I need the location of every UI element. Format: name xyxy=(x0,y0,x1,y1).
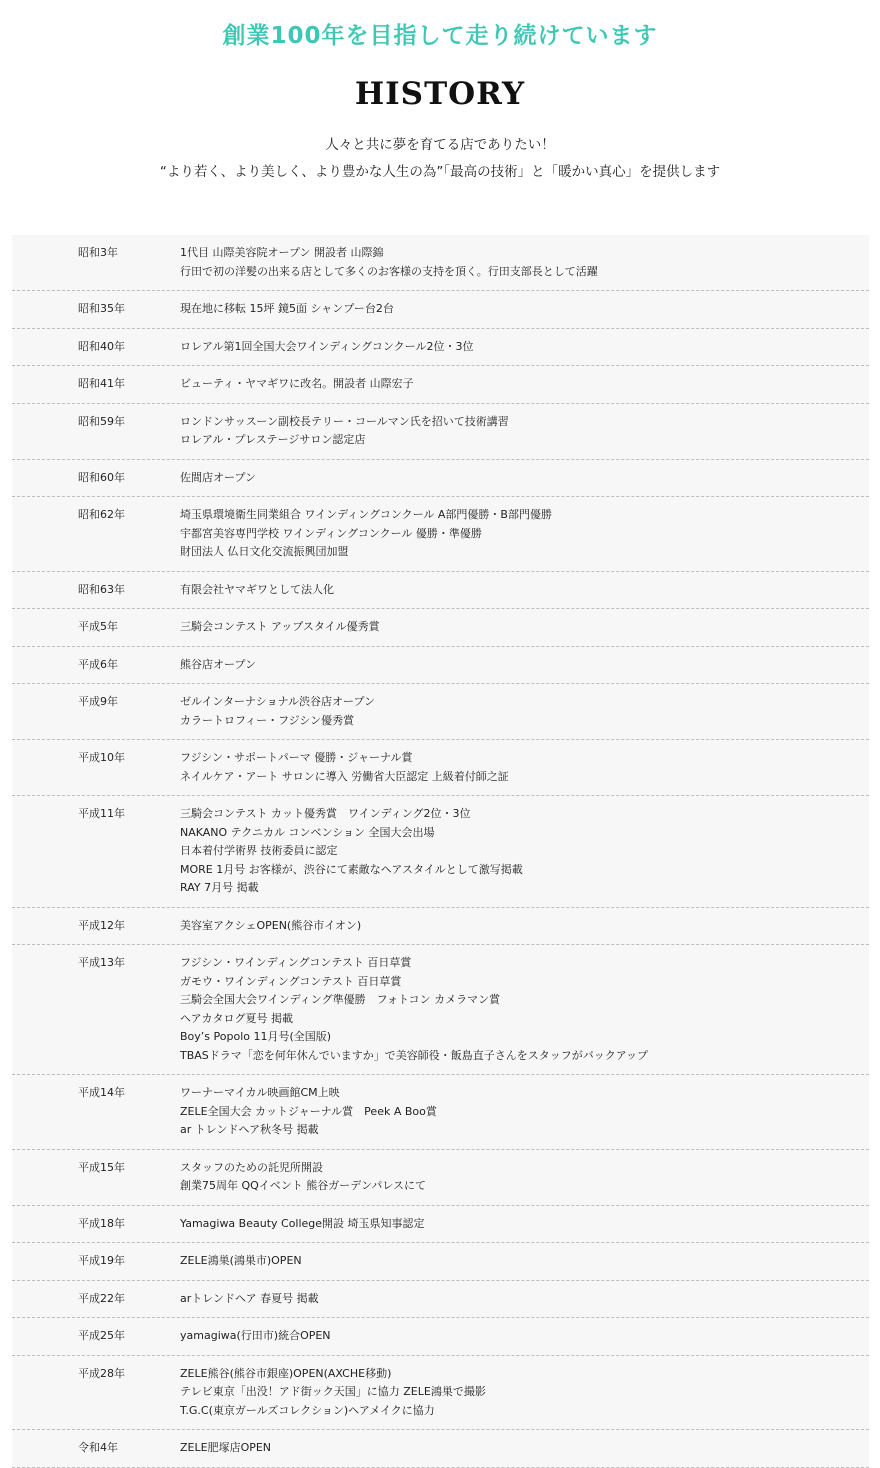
history-event: RAY 7月号 掲載 xyxy=(180,881,259,894)
history-event: 有限会社ヤマギワとして法人化 xyxy=(180,582,334,596)
history-year: 平成6年 xyxy=(78,657,118,671)
history-year: 平成19年 xyxy=(78,1254,125,1267)
history-event: ZELE肥塚店OPEN xyxy=(180,1441,272,1454)
history-row xyxy=(12,235,869,291)
history-row xyxy=(12,647,869,685)
history-row xyxy=(12,1430,869,1468)
history-events xyxy=(180,1290,869,1309)
history-events xyxy=(180,375,869,394)
history-year: 平成9年 xyxy=(78,695,118,708)
history-events xyxy=(180,1365,869,1421)
history-row xyxy=(12,497,869,572)
history-year: 昭和40年 xyxy=(78,339,125,353)
history-events xyxy=(180,506,869,562)
history-event: ZELE熊谷(熊谷市銀座)OPEN(AXCHE移動) xyxy=(180,1366,392,1380)
history-row xyxy=(12,1150,869,1206)
history-event: ZELE全国大会 カットジャーナル賞 Peek A Boo賞 xyxy=(180,1104,437,1118)
history-event: ネイルケア・アート サロンに導入 労働省大臣認定 上級着付師之証 xyxy=(180,769,509,783)
lead-line-2: “より若く、より美しく、より豊かな人生の為”「最高の技術」と「暖かい真心」を提供します xyxy=(159,164,721,180)
history-year: 昭和59年 xyxy=(78,414,125,428)
history-events xyxy=(180,413,869,450)
history-events xyxy=(180,581,869,600)
history-event: ロレアル第1回全国大会ワインディングコンクール2位・3位 xyxy=(180,339,474,353)
history-year: 平成10年 xyxy=(78,751,125,764)
history-event: ar トレンドヘア秋冬号 掲載 xyxy=(180,1123,319,1136)
history-event: ヘアカタログ夏号 掲載 xyxy=(180,1011,294,1025)
history-row xyxy=(12,572,869,610)
history-event: ZELE鴻巣(鴻巣市)OPEN xyxy=(180,1254,302,1267)
history-event: ワーナーマイカル映画館CM上映 xyxy=(180,1086,340,1099)
history-row xyxy=(12,908,869,946)
history-events xyxy=(180,656,869,675)
history-event: ビューティ・ヤマギワに改名。開設者 山際宏子 xyxy=(180,377,414,390)
history-events xyxy=(180,338,869,357)
history-event: 創業75周年 QQイベント 熊谷ガーデンパレスにて xyxy=(180,1179,426,1192)
lead-text xyxy=(0,114,880,186)
history-event: Boy’s Popolo 11月号(全国版) xyxy=(180,1030,332,1043)
history-events xyxy=(180,1084,869,1140)
history-event: ガモウ・ワインディングコンテスト 百日草賞 xyxy=(180,974,402,988)
history-year: 昭和63年 xyxy=(78,582,125,596)
history-row xyxy=(12,740,869,796)
history-event: 日本着付学術界 技術委員に認定 xyxy=(180,844,338,857)
history-event: ゼルインターナショナル渋谷店オープン xyxy=(180,695,376,708)
history-year: 昭和41年 xyxy=(78,377,125,390)
history-event: 美容室アクシェOPEN(熊谷市イオン) xyxy=(180,918,362,932)
history-event: ロレアル・プレステージサロン認定店 xyxy=(180,433,366,446)
history-row xyxy=(12,1075,869,1150)
history-event: TBASドラマ「恋を何年休んでいますか」で美容師役・飯島直子さんをスタッフがバックアップ xyxy=(180,1048,648,1062)
history-row xyxy=(12,1356,869,1431)
history-year: 平成28年 xyxy=(78,1366,125,1380)
history-event: 宇都宮美容専門学校 ワインディングコンクール 優勝・準優勝 xyxy=(180,526,482,540)
history-year: 昭和35年 xyxy=(78,302,125,315)
history-year: 昭和60年 xyxy=(78,470,125,484)
history-event: MORE 1月号 お客様が、渋谷にて素敵なヘアスタイルとして激写掲載 xyxy=(180,862,523,876)
history-event: 熊谷店オープン xyxy=(180,657,257,671)
history-row xyxy=(12,796,869,908)
history-events xyxy=(180,917,869,936)
history-year: 平成18年 xyxy=(78,1216,125,1230)
history-year: 昭和62年 xyxy=(78,508,125,521)
history-event: Yamagiwa Beauty College開設 埼玉県知事認定 xyxy=(180,1216,425,1230)
history-year: 平成12年 xyxy=(78,918,125,932)
history-event: yamagiwa(行田市)統合OPEN xyxy=(180,1329,331,1342)
lead-line-1: 人々と共に夢を育てる店でありたい！ xyxy=(325,137,555,153)
history-events xyxy=(180,300,869,319)
history-event: フジシン・ワインディングコンテスト 百日草賞 xyxy=(180,956,412,969)
history-event: 財団法人 仏日文化交流振興団加盟 xyxy=(180,545,349,558)
history-row xyxy=(12,366,869,404)
history-row xyxy=(12,945,869,1075)
history-event: NAKANO テクニカル コンベンション 全国大会出場 xyxy=(180,825,435,839)
history-events xyxy=(180,693,869,730)
history-event: arトレンドヘア 春夏号 掲載 xyxy=(180,1291,319,1305)
history-timeline xyxy=(12,235,869,1468)
history-year: 昭和3年 xyxy=(78,246,118,259)
history-event: ロンドンサッスーン副校長テリー・コールマン氏を招いて技術講習 xyxy=(180,414,509,428)
history-year: 平成13年 xyxy=(78,956,125,969)
history-year: 平成25年 xyxy=(78,1329,125,1342)
history-event: カラートロフィー・フジシン優秀賞 xyxy=(180,713,355,727)
history-year: 平成14年 xyxy=(78,1086,125,1099)
history-event: 現在地に移転 15坪 鏡5面 シャンプー台2台 xyxy=(180,302,394,315)
history-row xyxy=(12,1318,869,1356)
history-year: 平成11年 xyxy=(78,807,125,820)
history-year: 令和4年 xyxy=(78,1441,118,1454)
history-row xyxy=(12,609,869,647)
history-row xyxy=(12,291,869,329)
history-row xyxy=(12,1206,869,1244)
history-row xyxy=(12,404,869,460)
history-row xyxy=(12,1243,869,1281)
history-events xyxy=(180,469,869,488)
history-row xyxy=(12,460,869,498)
history-row xyxy=(12,1281,869,1319)
catch-copy: 創業100年を目指して走り続けています xyxy=(222,23,658,49)
history-row xyxy=(12,329,869,367)
history-events xyxy=(180,1215,869,1234)
history-event: スタッフのための託児所開設 xyxy=(180,1160,323,1174)
history-event: 1代目 山際美容院オープン 開設者 山際錦 xyxy=(180,246,384,259)
history-event: フジシン・サポートパーマ 優勝・ジャーナル賞 xyxy=(180,751,413,764)
history-event: テレビ東京「出没！アド街ック天国」に協力 ZELE鴻巣で撮影 xyxy=(180,1385,486,1398)
history-events xyxy=(180,1439,869,1458)
history-events xyxy=(180,618,869,637)
history-events xyxy=(180,1252,869,1271)
history-events xyxy=(180,749,869,786)
history-event: 埼玉県環境衛生同業組合 ワインディングコンクール A部門優勝・B部門優勝 xyxy=(180,508,552,521)
history-events xyxy=(180,805,869,898)
history-events xyxy=(180,1159,869,1196)
history-events xyxy=(180,244,869,281)
history-event: 三騎会コンテスト アップスタイル優秀賞 xyxy=(180,620,380,633)
history-year: 平成22年 xyxy=(78,1291,125,1305)
page-header xyxy=(0,0,880,186)
history-event: 行田で初の洋髪の出来る店として多くのお客様の支持を頂く。行田支部長として活躍 xyxy=(180,264,598,278)
history-event: 三騎会全国大会ワインディング準優勝 フォトコン カメラマン賞 xyxy=(180,993,501,1006)
history-events xyxy=(180,954,869,1065)
history-year: 平成5年 xyxy=(78,620,118,633)
page-title: HISTORY xyxy=(354,76,526,112)
history-row xyxy=(12,684,869,740)
history-events xyxy=(180,1327,869,1346)
history-event: 三騎会コンテスト カット優秀賞 ワインディング2位・3位 xyxy=(180,807,471,820)
history-event: 佐間店オープン xyxy=(180,470,257,484)
history-event: T.G.C(東京ガールズコレクション)ヘアメイクに協力 xyxy=(180,1403,435,1417)
history-year: 平成15年 xyxy=(78,1160,125,1174)
